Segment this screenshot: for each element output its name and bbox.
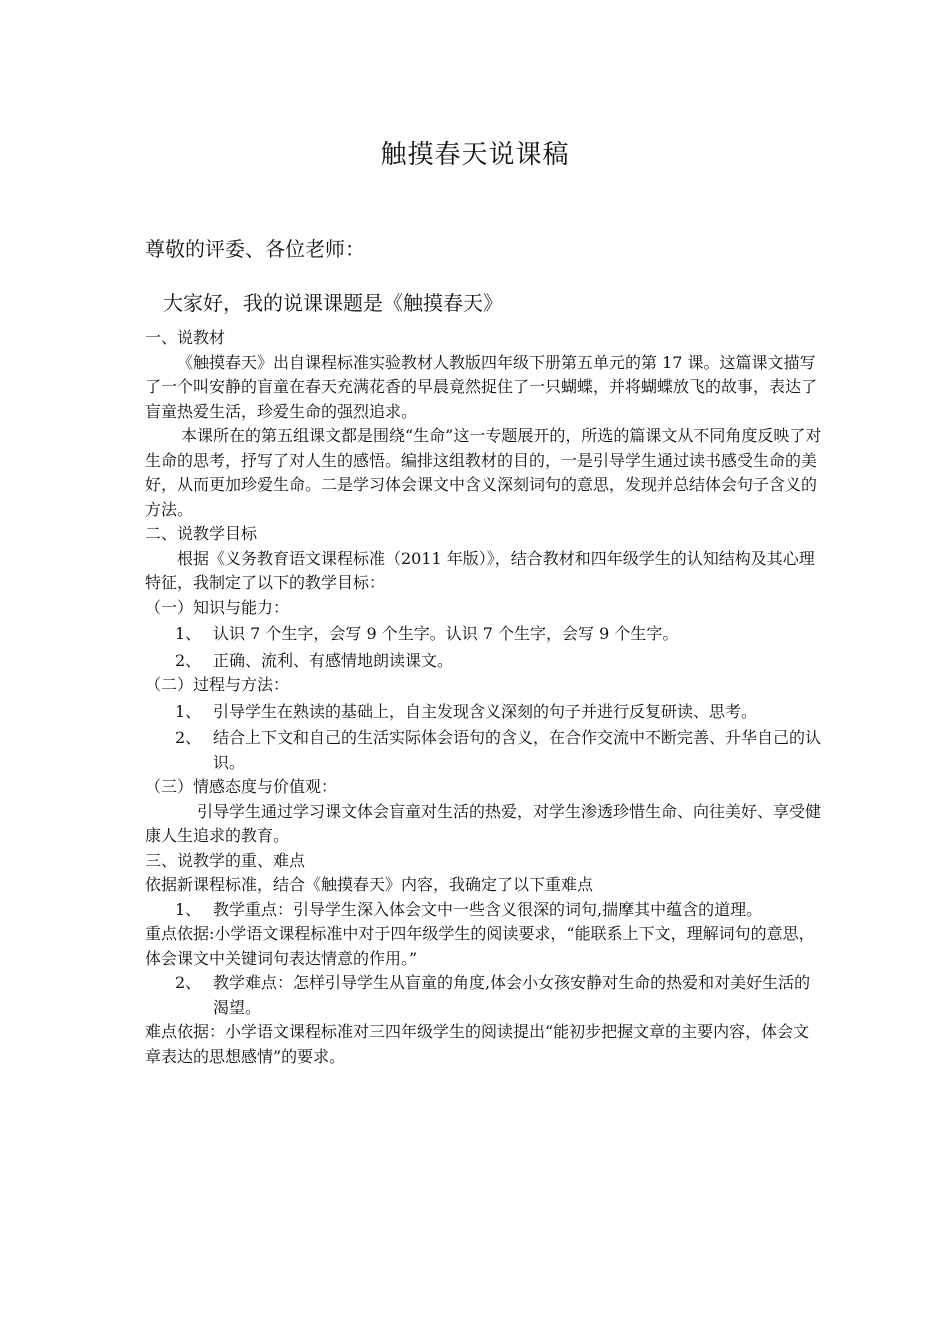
document-body [145, 326, 825, 1069]
paragraph: 引导学生通过学习课文体会盲童对生活的热爱，对学生渗透珍惜生命、向往美好、享受健康人生追求的教育。 [145, 801, 822, 845]
paragraph: 《触摸春天》出自课程标准实验教材人教版四年级下册第五单元的第 17 课。这篇课文描写了一个叫安静的盲童在春天充满花香的早晨竟然捉住了一只蝴蝶，并将蝴蝶放飞的故事，表达了盲童热爱生活，珍爱生命的强烈追求。 [145, 352, 818, 421]
paragraph: 重点依据:小学语文课程标准中对于四年级学生的阅读要求，“能联系上下文，理解词句的意思，体会课文中关键词句表达情意的作用。” [145, 924, 815, 968]
list-item [175, 622, 825, 647]
subheading: （二）过程与方法： [145, 675, 290, 694]
subheading: （一）知识与能力： [145, 597, 290, 617]
paragraph: 本课所在的第五组课文都是围绕“生命”这一专题展开的，所选的篇课文从不同角度反映了对生命的思考，抒写了对人生的感悟。编排这组教材的目的，一是引导学生通过读书感受生命的美好，从而更加珍爱生命。二是学习体会课文中含义深刻词句的意思，发现并总结体会句子含义的方法。 [145, 426, 822, 519]
section-heading-3: 三、说教学的重、难点 [145, 850, 306, 870]
list-item [175, 971, 825, 1020]
document-title: 触摸春天说课稿 [380, 140, 570, 170]
list-number: 2、 [175, 728, 202, 747]
list-item [175, 700, 825, 725]
list-text: 结合上下文和自己的生活实际体会语句的含义，在合作交流中不断完善、升华自己的认识。 [213, 728, 822, 772]
greeting: 尊敬的评委、各位老师： [145, 237, 365, 261]
list-item [175, 726, 825, 775]
list-text: 引导学生在熟读的基础上，自主发现含义深刻的句子并进行反复研读、思考。 [213, 701, 758, 721]
list-number: 1、 [175, 624, 202, 643]
list-item [175, 898, 825, 923]
paragraph: 难点依据：小学语文课程标准对三四年级学生的阅读提出“能初步把握文章的主要内容，体会文章表达的思想感情”的要求。 [145, 1022, 810, 1066]
list-text: 正确、流利、有感情地朗读课文。 [213, 650, 454, 670]
list-number: 2、 [175, 973, 202, 992]
list-text: 认识 7 个生字，会写 9 个生字。认识 7 个生字，会写 9 个生字。 [213, 624, 679, 643]
list-number: 1、 [175, 899, 202, 919]
intro-line: 大家好，我的说课课题是《触摸春天》 [163, 291, 503, 315]
list-text: 教学重点：引导学生深入体会文中一些含义很深的词句,揣摩其中蕴含的道理。 [213, 899, 763, 919]
paragraph: 依据新课程标准，结合《触摸春天》内容，我确定了以下重难点 [145, 875, 594, 894]
subheading: （三）情感态度与价值观： [145, 777, 338, 796]
paragraph: 根据《义务教育语文课程标准（2011 年版）》，结合教材和四年级学生的认知结构及其心理特征，我制定了以下的教学目标： [145, 548, 815, 592]
list-number: 1、 [175, 701, 202, 721]
section-heading-1: 一、说教材 [145, 328, 226, 347]
list-item [175, 649, 825, 674]
section-heading-2: 二、说教学目标 [145, 524, 258, 543]
list-number: 2、 [175, 650, 202, 670]
list-text: 教学难点：怎样引导学生从盲童的角度,体会小女孩安静对生命的热爱和对美好生活的渴望。 [213, 973, 811, 1017]
